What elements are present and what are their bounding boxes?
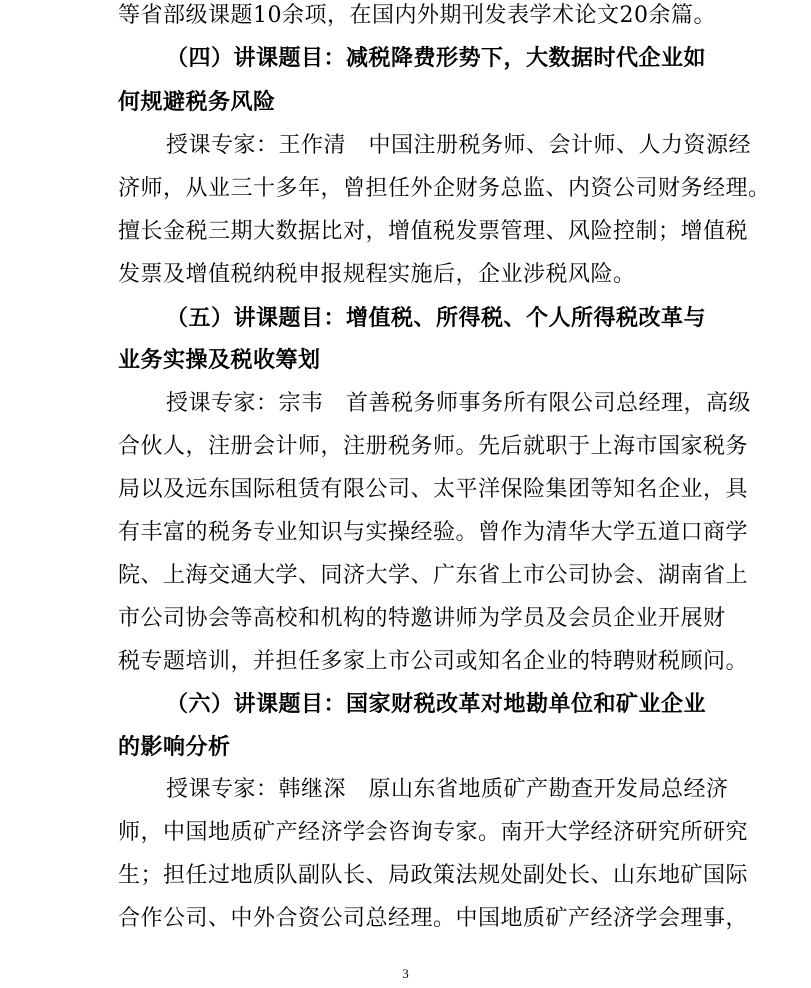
text-line: 市公司协会等高校和机构的特邀讲师为学员及会员企业开展财	[118, 606, 726, 631]
section-heading: （六）讲课题目：国家财税改革对地勘单位和矿业企业	[166, 691, 707, 717]
text-line: 擅长金税三期大数据比对，增值税发票管理、风险控制；增值税	[118, 219, 749, 244]
text-line: 授课专家：宗韦 首善税务师事务所有限公司总经理，高级	[166, 391, 752, 416]
text-line: 院、上海交通大学、同济大学、广东省上市公司协会、湖南省上	[118, 563, 749, 588]
section-heading: （四）讲课题目：减税降费形势下，大数据时代企业如	[166, 45, 707, 71]
text-line: 生；担任过地质队副队长、局政策法规处副处长、山东地矿国际	[118, 863, 749, 888]
text-line: 税专题培训，并担任多家上市公司或知名企业的特聘财税顾问。	[118, 649, 749, 674]
text-line: 师，中国地质矿产经济学会咨询专家。南开大学经济研究所研究	[118, 820, 749, 845]
section-heading: （五）讲课题目：增值税、所得税、个人所得税改革与	[166, 305, 707, 331]
text-line: 授课专家：韩继深 原山东省地质矿产勘查开发局总经济	[166, 777, 729, 802]
text-line: 合作公司、中外合资公司总经理。中国地质矿产经济学会理事，	[118, 906, 749, 931]
text-line: 合伙人，注册会计师，注册税务师。先后就职于上海市国家税务	[118, 434, 749, 459]
text-line: 等省部级课题10余项，在国内外期刊发表学术论文20余篇。	[118, 3, 716, 28]
text-line: 有丰富的税务专业知识与实操经验。曾作为清华大学五道口商学	[118, 520, 749, 545]
text-line: 局以及远东国际租赁有限公司、太平洋保险集团等知名企业，具	[118, 477, 749, 502]
section-heading-continued: 何规避税务风险	[118, 89, 276, 115]
section-heading-continued: 业务实操及税收筹划	[118, 347, 321, 373]
page-number: 3	[402, 966, 409, 981]
text-line: 济师，从业三十多年，曾担任外企财务总监、内资公司财务经理。	[118, 176, 771, 201]
text-line: 授课专家：王作清 中国注册税务师、会计师、人力资源经	[166, 133, 752, 158]
section-heading-continued: 的影响分析	[118, 734, 231, 760]
text-line: 发票及增值税纳税申报规程实施后，企业涉税风险。	[118, 262, 636, 287]
